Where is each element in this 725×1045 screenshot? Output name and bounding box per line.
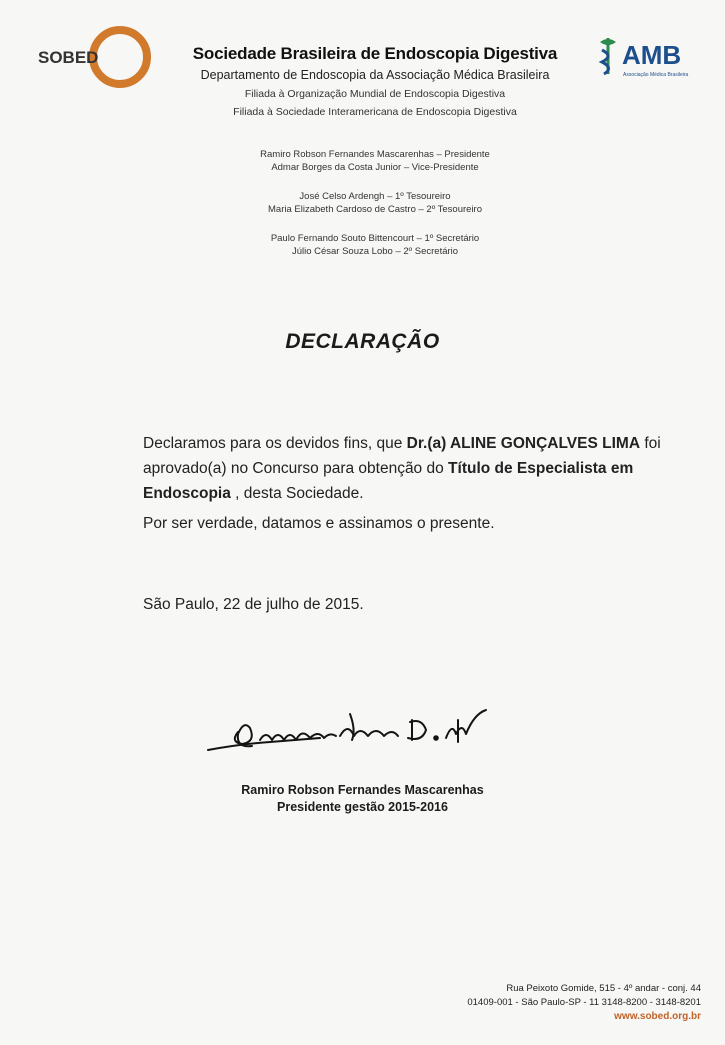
signer-role: Presidente gestão 2015-2016	[277, 800, 448, 814]
specialist-title: Título de Especialista em Endoscopia	[143, 460, 634, 502]
handwritten-signature	[200, 700, 540, 770]
website-link[interactable]: www.sobed.org.br	[614, 1011, 701, 1022]
board-group-treasury	[160, 190, 590, 216]
board-member: Ramiro Robson Fernandes Mascarenhas – Presidente	[260, 149, 490, 160]
body-end: , desta Sociedade.	[230, 485, 364, 502]
org-name: Sociedade Brasileira de Endoscopia Digestiva	[192, 44, 558, 63]
amb-logo-text: AMB	[622, 40, 682, 70]
letterhead	[160, 44, 590, 118]
body-middle: foi aprovado(a) no Concurso para obtenção do	[143, 435, 661, 477]
board-member: Maria Elizabeth Cardoso de Castro – 2º Tesoureiro	[268, 204, 482, 215]
declaration-paragraph	[143, 431, 673, 506]
doctor-name: Dr.(a) ALINE GONÇALVES LIMA	[406, 435, 641, 452]
amb-logo-subtext: Associação Médica Brasileira	[623, 72, 689, 78]
document-title: DECLARAÇÃO	[285, 330, 440, 353]
body-intro: Declaramos para os devidos fins, que	[143, 435, 407, 452]
sobed-logo-text: SOBED	[38, 48, 99, 67]
dateline: São Paulo, 22 de julho de 2015.	[143, 596, 364, 613]
signer-name: Ramiro Robson Fernandes Mascarenhas	[241, 783, 484, 797]
board-member: Júlio César Souza Lobo – 2º Secretário	[291, 246, 459, 257]
board-group-secretaries	[160, 232, 590, 258]
declaration-closing: Por ser verdade, datamos e assinamos o presente.	[143, 515, 495, 532]
amb-logo	[594, 34, 708, 84]
board-member: Paulo Fernando Souto Bittencourt – 1º Secretário	[270, 233, 480, 244]
sobed-logo	[36, 26, 154, 88]
board-group-presidency	[160, 148, 590, 174]
signer-block	[0, 782, 725, 816]
footer-address-line-1: Rua Peixoto Gomide, 515 - 4º andar - conj. 44	[506, 983, 701, 994]
board-member: José Celso Ardengh – 1º Tesoureiro	[299, 191, 451, 202]
amb-caduceus-icon	[600, 38, 616, 74]
footer-address-line-2: 01409-001 - São Paulo-SP - 11 3148-8200 - 3148-8201	[467, 997, 701, 1008]
org-affiliation-1: Filiada à Organização Mundial de Endoscopia Digestiva	[244, 88, 506, 100]
footer-address	[467, 982, 701, 1024]
board-member: Admar Borges da Costa Junior – Vice-Presidente	[271, 162, 479, 173]
org-department: Departamento de Endoscopia da Associação Médica Brasileira	[200, 68, 550, 82]
org-affiliation-2: Filiada à Sociedade Interamericana de Endoscopia Digestiva	[233, 106, 517, 118]
